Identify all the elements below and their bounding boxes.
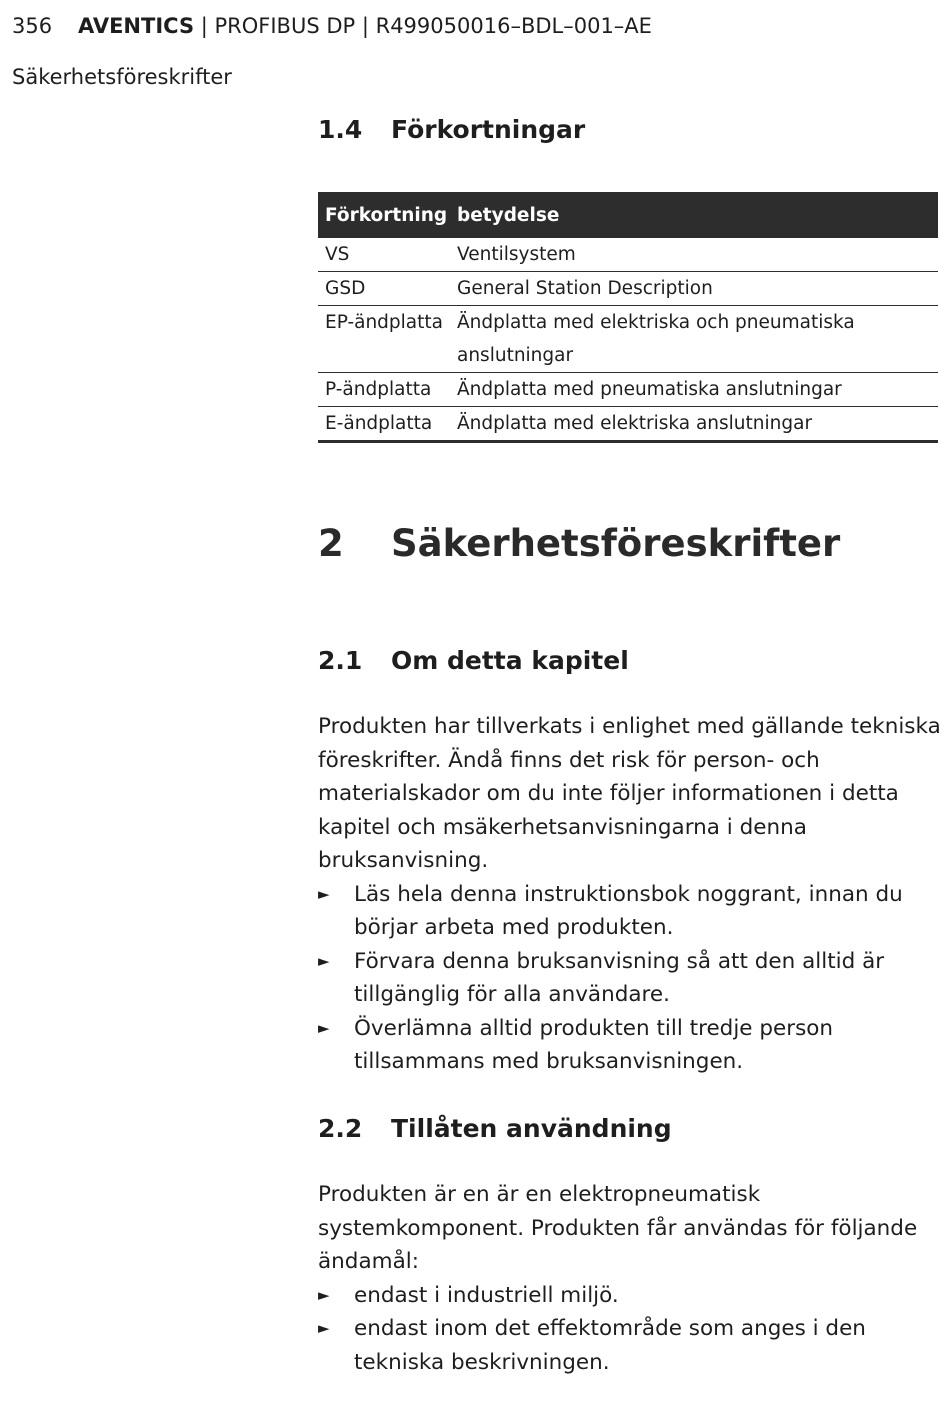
table-row	[318, 272, 938, 306]
bullet-icon: ►	[318, 1018, 330, 1037]
chapter-title: Säkerhetsföreskrifter	[391, 522, 841, 565]
meaning-cell: Ändplatta med elektriska anslutningar	[450, 407, 938, 442]
section-heading-2-1	[318, 645, 629, 677]
bullet-list	[318, 878, 943, 1079]
section-2-1-body	[318, 710, 943, 1079]
list-item	[318, 878, 943, 945]
meaning-cell: Ändplatta med pneumatiska anslutningar	[450, 373, 938, 407]
document-info: | PROFIBUS DP | R499050016–BDL–001–AE	[194, 14, 652, 38]
bullet-list	[318, 1279, 943, 1380]
section-number: 1.4	[318, 115, 363, 144]
abbreviation-cell: EP-ändplatta	[318, 306, 450, 373]
chapter-heading-2	[318, 522, 840, 566]
table-row	[318, 407, 938, 442]
list-item	[318, 1312, 943, 1379]
meaning-cell: Ventilsystem	[450, 238, 938, 272]
abbreviation-cell: VS	[318, 238, 450, 272]
abbreviation-cell: GSD	[318, 272, 450, 306]
list-item-text: Läs hela denna instruktionsbok noggrant, innan du börjar arbeta med produkten.	[354, 881, 903, 940]
section-heading-2-2	[318, 1113, 672, 1145]
table-row	[318, 306, 938, 373]
list-item	[318, 1279, 943, 1313]
brand-name: AVENTICS	[78, 14, 195, 38]
bullet-icon: ►	[318, 951, 330, 970]
abbreviation-cell: E-ändplatta	[318, 407, 450, 442]
running-section-title: Säkerhetsföreskrifter	[12, 65, 232, 89]
section-title: Tillåten användning	[391, 1114, 672, 1143]
meaning-cell: General Station Description	[450, 272, 938, 306]
abbreviation-cell: P-ändplatta	[318, 373, 450, 407]
list-item	[318, 1012, 943, 1079]
section-2-2-body	[318, 1178, 943, 1379]
table-header-row	[318, 192, 938, 238]
section-number: 2.2	[318, 1114, 363, 1143]
column-header-meaning: betydelse	[450, 192, 938, 238]
page-header	[12, 12, 652, 40]
bullet-icon: ►	[318, 884, 330, 903]
table-row	[318, 373, 938, 407]
paragraph: Produkten har tillverkats i enlighet med gällande tekniska föreskrifter. Ändå finns det risk för person- och materialskador om du inte följer informationen i detta kapitel och msäkerhetsanvisningarna i denna bruksanvisning.	[318, 714, 941, 873]
list-item-text: endast i industriell miljö.	[354, 1282, 619, 1308]
table-row	[318, 238, 938, 272]
bullet-icon: ►	[318, 1285, 330, 1304]
chapter-number: 2	[318, 522, 344, 565]
list-item-text: Överlämna alltid produkten till tredje person tillsammans med bruksanvisningen.	[354, 1015, 834, 1074]
list-item	[318, 945, 943, 1012]
column-header-abbreviation: Förkortning	[318, 192, 450, 238]
paragraph: Produkten är en är en elektropneumatisk systemkomponent. Produkten får användas för följande ändamål:	[318, 1182, 918, 1274]
meaning-cell: Ändplatta med elektriska och pneumatiska anslutningar	[450, 306, 938, 373]
abbreviations-table	[318, 192, 938, 443]
section-title: Förkortningar	[391, 115, 586, 144]
page-number: 356	[12, 14, 53, 38]
section-number: 2.1	[318, 646, 363, 675]
bullet-icon: ►	[318, 1319, 330, 1337]
list-item-text: Förvara denna bruksanvisning så att den alltid är tillgänglig för alla användare.	[354, 948, 885, 1007]
section-heading-1-4	[318, 114, 585, 146]
section-title: Om detta kapitel	[391, 646, 629, 675]
list-item-text: endast inom det effektområde som anges i den tekniska beskrivningen.	[354, 1316, 866, 1375]
